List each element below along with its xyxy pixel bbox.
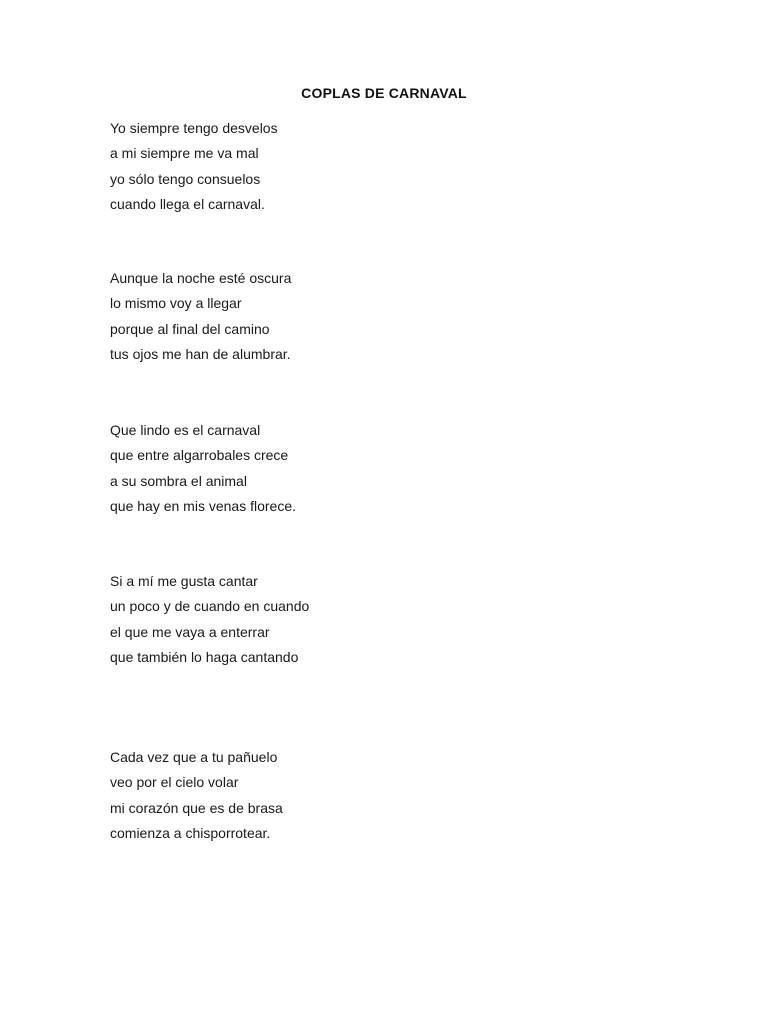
- stanza-2: [110, 266, 291, 367]
- stanza-1: [110, 116, 278, 217]
- stanza-line: un poco y de cuando en cuando: [110, 598, 310, 615]
- stanza-line: Aunque la noche esté oscura: [110, 270, 292, 286]
- stanza-line: lo mismo voy a llegar: [110, 295, 242, 312]
- stanza-line: comienza a chisporrotear.: [110, 824, 271, 841]
- stanza-3: [110, 418, 296, 519]
- stanza-line: Que lindo es el carnaval: [110, 422, 261, 438]
- stanza-line: Si a mí me gusta cantar: [110, 573, 258, 589]
- stanza-line: yo sólo tengo consuelos: [110, 170, 261, 187]
- document-title: COPLAS DE CARNAVAL: [301, 85, 467, 101]
- stanza-line: que también lo haga cantando: [110, 648, 299, 665]
- stanza-line: Cada vez que a tu pañuelo: [110, 749, 278, 765]
- stanza-line: el que me vaya a enterrar: [110, 623, 270, 640]
- stanza-line: mi corazón que es de brasa: [110, 799, 283, 816]
- stanza-line: que entre algarrobales crece: [110, 447, 289, 464]
- stanza-line: tus ojos me han de alumbrar.: [110, 345, 291, 362]
- stanza-line: cuando llega el carnaval.: [110, 195, 265, 212]
- stanza-line: veo por el cielo volar: [110, 774, 239, 791]
- stanza-line: porque al final del camino: [110, 320, 270, 337]
- stanza-4: [110, 569, 309, 670]
- stanza-5: [110, 745, 283, 846]
- stanza-line: que hay en mis venas florece.: [110, 497, 296, 514]
- stanza-line: a su sombra el animal: [110, 472, 247, 489]
- stanza-line: Yo siempre tengo desvelos: [110, 120, 278, 136]
- stanza-line: a mi siempre me va mal: [110, 145, 259, 162]
